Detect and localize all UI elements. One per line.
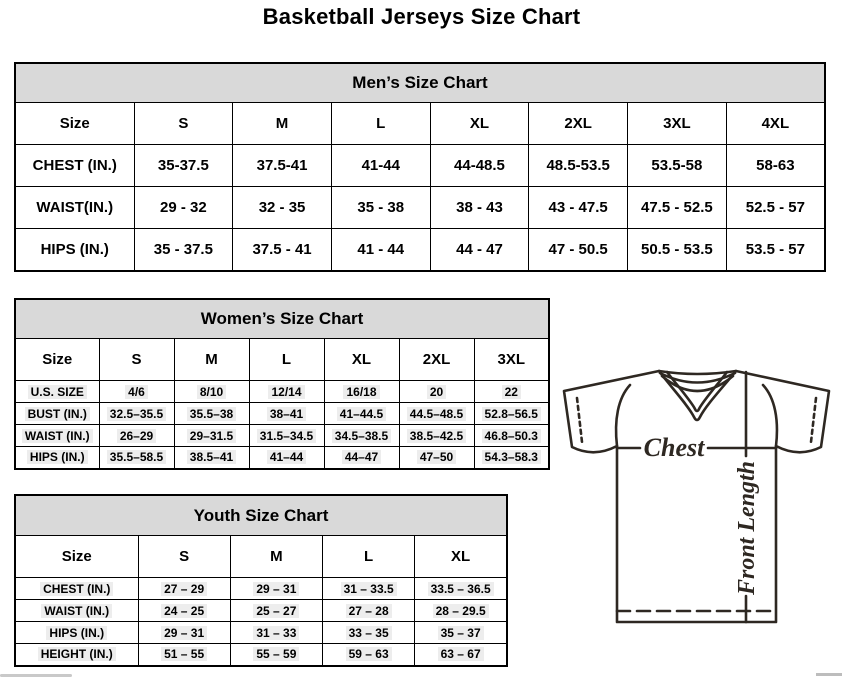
womens-cell-hips-in-3xl: 54.3–58.3 [474, 447, 549, 469]
youth-cell-chest-in-xl: 33.5 – 36.5 [415, 578, 507, 600]
womens-row-label-waist-in: WAIST (IN.) [15, 425, 99, 447]
womens-col-header-xl: XL [324, 339, 399, 381]
right-cuff-dashed-line [811, 398, 816, 442]
jersey-measurement-diagram [556, 358, 843, 648]
womens-cell-hips-in-xl: 44–47 [324, 447, 399, 469]
womens-col-header-3xl: 3XL [474, 339, 549, 381]
youth-cell-chest-in-m: 29 – 31 [230, 578, 322, 600]
mens-cell-hips-in-l: 41 - 44 [331, 229, 430, 271]
youth-size-table [14, 494, 508, 667]
womens-cell-waist-in-m: 29–31.5 [174, 425, 249, 447]
youth-cell-waist-in-m: 25 – 27 [230, 600, 322, 622]
mens-col-header-xl: XL [430, 103, 529, 145]
mens-table-title: Men’s Size Chart [15, 63, 825, 103]
womens-cell-u-s-size-m: 8/10 [174, 381, 249, 403]
youth-col-header-xl: XL [415, 536, 507, 578]
youth-row-label-waist-in: WAIST (IN.) [15, 600, 138, 622]
womens-col-header-m: M [174, 339, 249, 381]
womens-cell-u-s-size-2xl: 20 [399, 381, 474, 403]
youth-cell-height-in-m: 55 – 59 [230, 644, 322, 666]
front-length-label: Front Length [734, 460, 760, 596]
youth-col-header-m: M [230, 536, 322, 578]
page-title: Basketball Jerseys Size Chart [262, 4, 581, 29]
mens-cell-chest-in-3xl: 53.5-58 [628, 145, 727, 187]
mens-col-header-4xl: 4XL [726, 103, 825, 145]
womens-cell-bust-in-2xl: 44.5–48.5 [399, 403, 474, 425]
jersey-outline [564, 371, 829, 622]
youth-cell-hips-in-xl: 35 – 37 [415, 622, 507, 644]
horizontal-scrollbar-fragment[interactable] [816, 673, 842, 676]
womens-cell-hips-in-l: 41–44 [249, 447, 324, 469]
womens-cell-bust-in-l: 38–41 [249, 403, 324, 425]
mens-row-chest-in [15, 145, 825, 187]
womens-table-title: Women’s Size Chart [15, 299, 549, 339]
womens-cell-hips-in-m: 38.5–41 [174, 447, 249, 469]
mens-cell-hips-in-2xl: 47 - 50.5 [529, 229, 628, 271]
mens-cell-waist-in-s: 29 - 32 [134, 187, 233, 229]
left-sleeve-seam [616, 385, 630, 446]
mens-col-header-2xl: 2XL [529, 103, 628, 145]
womens-row-bust-in [15, 403, 549, 425]
womens-row-label-u-s-size: U.S. SIZE [15, 381, 99, 403]
youth-row-label-chest-in: CHEST (IN.) [15, 578, 138, 600]
youth-cell-height-in-xl: 63 – 67 [415, 644, 507, 666]
mens-cell-waist-in-xl: 38 - 43 [430, 187, 529, 229]
womens-size-table [14, 298, 550, 470]
mens-cell-waist-in-m: 32 - 35 [233, 187, 332, 229]
youth-row-hips-in [15, 622, 507, 644]
mens-cell-hips-in-s: 35 - 37.5 [134, 229, 233, 271]
youth-cell-chest-in-s: 27 – 29 [138, 578, 230, 600]
womens-cell-bust-in-xl: 41–44.5 [324, 403, 399, 425]
mens-cell-hips-in-3xl: 50.5 - 53.5 [628, 229, 727, 271]
mens-col-header-s: S [134, 103, 233, 145]
youth-cell-hips-in-l: 33 – 35 [323, 622, 415, 644]
womens-cell-bust-in-3xl: 52.8–56.5 [474, 403, 549, 425]
mens-row-label-chest-in: CHEST (IN.) [15, 145, 134, 187]
mens-size-table [14, 62, 826, 272]
youth-cell-height-in-l: 59 – 63 [323, 644, 415, 666]
horizontal-scrollbar-thumb[interactable] [0, 674, 72, 677]
mens-cell-chest-in-s: 35-37.5 [134, 145, 233, 187]
mens-cell-chest-in-xl: 44-48.5 [430, 145, 529, 187]
womens-col-header-2xl: 2XL [399, 339, 474, 381]
mens-cell-hips-in-4xl: 53.5 - 57 [726, 229, 825, 271]
youth-cell-hips-in-m: 31 – 33 [230, 622, 322, 644]
right-sleeve-seam [763, 385, 777, 446]
mens-col-header-m: M [233, 103, 332, 145]
mens-cell-hips-in-xl: 44 - 47 [430, 229, 529, 271]
youth-table-title: Youth Size Chart [15, 495, 507, 536]
womens-col-header-s: S [99, 339, 174, 381]
youth-cell-waist-in-s: 24 – 25 [138, 600, 230, 622]
womens-row-u-s-size [15, 381, 549, 403]
womens-cell-waist-in-3xl: 46.8–50.3 [474, 425, 549, 447]
mens-col-header-size: Size [15, 103, 134, 145]
womens-col-header-size: Size [15, 339, 99, 381]
womens-row-label-hips-in: HIPS (IN.) [15, 447, 99, 469]
youth-col-header-size: Size [15, 536, 138, 578]
womens-cell-waist-in-s: 26–29 [99, 425, 174, 447]
mens-cell-chest-in-l: 41-44 [331, 145, 430, 187]
mens-cell-hips-in-m: 37.5 - 41 [233, 229, 332, 271]
youth-col-header-l: L [323, 536, 415, 578]
womens-cell-bust-in-m: 35.5–38 [174, 403, 249, 425]
youth-cell-hips-in-s: 29 – 31 [138, 622, 230, 644]
mens-cell-chest-in-4xl: 58-63 [726, 145, 825, 187]
womens-cell-waist-in-2xl: 38.5–42.5 [399, 425, 474, 447]
youth-row-chest-in [15, 578, 507, 600]
womens-cell-waist-in-l: 31.5–34.5 [249, 425, 324, 447]
youth-row-height-in [15, 644, 507, 666]
youth-col-header-s: S [138, 536, 230, 578]
mens-cell-waist-in-3xl: 47.5 - 52.5 [628, 187, 727, 229]
mens-col-header-l: L [331, 103, 430, 145]
mens-row-waist-in [15, 187, 825, 229]
mens-row-label-hips-in: HIPS (IN.) [15, 229, 134, 271]
womens-col-header-l: L [249, 339, 324, 381]
womens-cell-waist-in-xl: 34.5–38.5 [324, 425, 399, 447]
youth-cell-waist-in-l: 27 – 28 [323, 600, 415, 622]
youth-cell-chest-in-l: 31 – 33.5 [323, 578, 415, 600]
mens-row-label-waist-in: WAIST(IN.) [15, 187, 134, 229]
womens-cell-hips-in-s: 35.5–58.5 [99, 447, 174, 469]
mens-cell-chest-in-m: 37.5-41 [233, 145, 332, 187]
womens-row-hips-in [15, 447, 549, 469]
womens-cell-u-s-size-3xl: 22 [474, 381, 549, 403]
youth-cell-waist-in-xl: 28 – 29.5 [415, 600, 507, 622]
womens-cell-bust-in-s: 32.5–35.5 [99, 403, 174, 425]
youth-row-label-height-in: HEIGHT (IN.) [15, 644, 138, 666]
youth-cell-height-in-s: 51 – 55 [138, 644, 230, 666]
mens-cell-waist-in-4xl: 52.5 - 57 [726, 187, 825, 229]
jersey-diagram-svg [556, 358, 843, 648]
left-cuff-dashed-line [577, 398, 582, 442]
chest-label: Chest [643, 433, 705, 462]
womens-cell-hips-in-2xl: 47–50 [399, 447, 474, 469]
mens-cell-waist-in-2xl: 43 - 47.5 [529, 187, 628, 229]
womens-row-waist-in [15, 425, 549, 447]
mens-cell-waist-in-l: 35 - 38 [331, 187, 430, 229]
youth-row-waist-in [15, 600, 507, 622]
mens-row-hips-in [15, 229, 825, 271]
mens-col-header-3xl: 3XL [628, 103, 727, 145]
youth-row-label-hips-in: HIPS (IN.) [15, 622, 138, 644]
womens-cell-u-s-size-l: 12/14 [249, 381, 324, 403]
mens-cell-chest-in-2xl: 48.5-53.5 [529, 145, 628, 187]
womens-cell-u-s-size-xl: 16/18 [324, 381, 399, 403]
womens-cell-u-s-size-s: 4/6 [99, 381, 174, 403]
womens-row-label-bust-in: BUST (IN.) [15, 403, 99, 425]
